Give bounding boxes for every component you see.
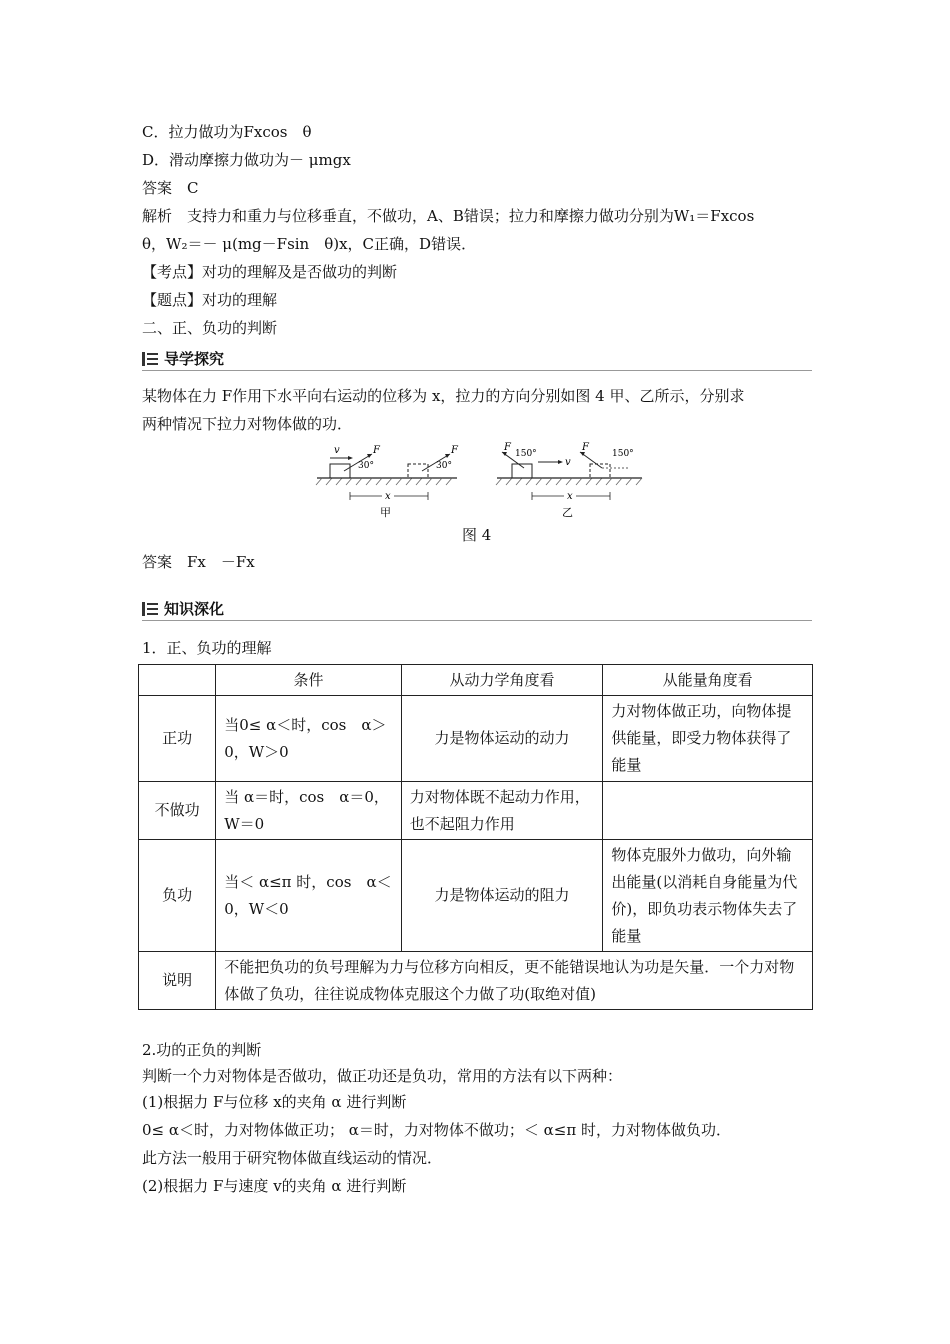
- jia-f-label: F: [373, 445, 380, 456]
- table-header-cell: 从动力学角度看: [401, 665, 603, 696]
- yi-label: 乙: [562, 506, 573, 519]
- option-d: D．滑动摩擦力做功为－ μmgx: [142, 151, 351, 169]
- table-cell: 力是物体运动的动力: [401, 696, 603, 782]
- section-divider: [142, 370, 812, 371]
- answer-1: 答案 C: [142, 179, 199, 197]
- table-cell: 力是物体运动的阻力: [401, 840, 603, 952]
- analysis-line-2: θ，W₂＝－ μ(mg－Fsin θ)x，C正确，D错误．: [142, 235, 477, 253]
- table-cell: 力对物体既不起动力作用，也不起阻力作用: [401, 782, 603, 840]
- yi-angle2-label: 150°: [612, 449, 634, 459]
- diagram-jia: [316, 445, 459, 519]
- diagram-yi: [496, 442, 642, 519]
- daoxue-title: 导学探究: [164, 350, 225, 368]
- jia-v-label: v: [334, 445, 340, 456]
- table-note-row: [139, 952, 813, 1010]
- work-sign-table: [138, 664, 813, 1010]
- jia-angle2-label: 30°: [436, 461, 452, 471]
- jia-x-label: x: [385, 491, 391, 502]
- table-header-cell: 从能量角度看: [603, 665, 813, 696]
- item-2: 2.功的正负的判断: [142, 1041, 262, 1059]
- problem-line-1: 某物体在力 F作用下水平向右运动的位移为 x，拉力的方向分别如图 4 甲、乙所示，分别求: [142, 387, 745, 405]
- daoxue-header: [142, 348, 224, 369]
- jia-label: 甲: [380, 506, 391, 519]
- yi-x-label: x: [567, 491, 573, 502]
- table-cell: 正功: [139, 696, 216, 782]
- item-1: 1．正、负功的理解: [142, 639, 272, 657]
- yi-angle-label: 150°: [515, 449, 537, 459]
- table-cell: 负功: [139, 840, 216, 952]
- table-header-cell: [139, 665, 216, 696]
- tidian: 【题点】对功的理解: [142, 291, 278, 309]
- jia-angle-label: 30°: [358, 461, 374, 471]
- analysis-line-1: 解析 支持力和重力与位移垂直，不做功，A、B错误；拉力和摩擦力做功分别为W₁＝Fxcos: [142, 207, 755, 225]
- answer-2: 答案 Fx －Fx: [142, 553, 255, 571]
- section-marker-icon: [142, 352, 158, 366]
- paragraph: 0≤ α＜时，力对物体做正功； α＝时，力对物体不做功；＜ α≤π 时，力对物体做负功．: [142, 1121, 732, 1139]
- zhishi-title: 知识深化: [164, 600, 225, 618]
- table-header-row: [139, 665, 813, 696]
- section-marker-icon: [142, 602, 158, 616]
- option-c: C．拉力做功为Fxcos θ: [142, 123, 312, 141]
- table-cell: 不做功: [139, 782, 216, 840]
- section-divider: [142, 620, 812, 621]
- yi-f-label: F: [504, 442, 511, 453]
- table-header-cell: 条件: [216, 665, 402, 696]
- yi-v-label: v: [565, 457, 571, 468]
- note-text: 不能把负功的负号理解为力与位移方向相反，更不能错误地认为功是矢量．一个力对物体做了负功，往往说成物体克服这个力做了功(取绝对值): [216, 952, 813, 1010]
- table-cell: 力对物体做正功，向物体提供能量，即受力物体获得了能量: [603, 696, 813, 782]
- table-cell: 物体克服外力做功，向外输出能量(以消耗自身能量为代价)，即负功表示物体失去了能量: [603, 840, 813, 952]
- paragraph: (2)根据力 F与速度 v的夹角 α 进行判断: [142, 1177, 407, 1195]
- table-row: [139, 782, 813, 840]
- zhishi-header: [142, 598, 224, 619]
- force-diagram: [312, 440, 652, 520]
- kaodian: 【考点】对功的理解及是否做功的判断: [142, 263, 398, 281]
- problem-line-2: 两种情况下拉力对物体做的功．: [142, 415, 353, 433]
- table-row: [139, 840, 813, 952]
- jia-f2-label: F: [451, 445, 458, 456]
- paragraph: 此方法一般用于研究物体做直线运动的情况．: [142, 1149, 443, 1167]
- note-label: 说明: [139, 952, 216, 1010]
- paragraph: 判断一个力对物体是否做功，做正功还是负功，常用的方法有以下两种：: [142, 1067, 623, 1085]
- paragraph: (1)根据力 F与位移 x的夹角 α 进行判断: [142, 1093, 407, 1111]
- table-row: [139, 696, 813, 782]
- table-cell: 当0≤ α＜时，cos α＞0，W＞0: [216, 696, 402, 782]
- table-cell: [603, 782, 813, 840]
- table-cell: 当 α＝时，cos α＝0，W＝0: [216, 782, 402, 840]
- figure-caption: 图 4: [462, 526, 492, 544]
- yi-f2-label: F: [582, 442, 589, 453]
- table-cell: 当＜ α≤π 时，cos α＜0，W＜0: [216, 840, 402, 952]
- section-2-title: 二、正、负功的判断: [142, 319, 278, 337]
